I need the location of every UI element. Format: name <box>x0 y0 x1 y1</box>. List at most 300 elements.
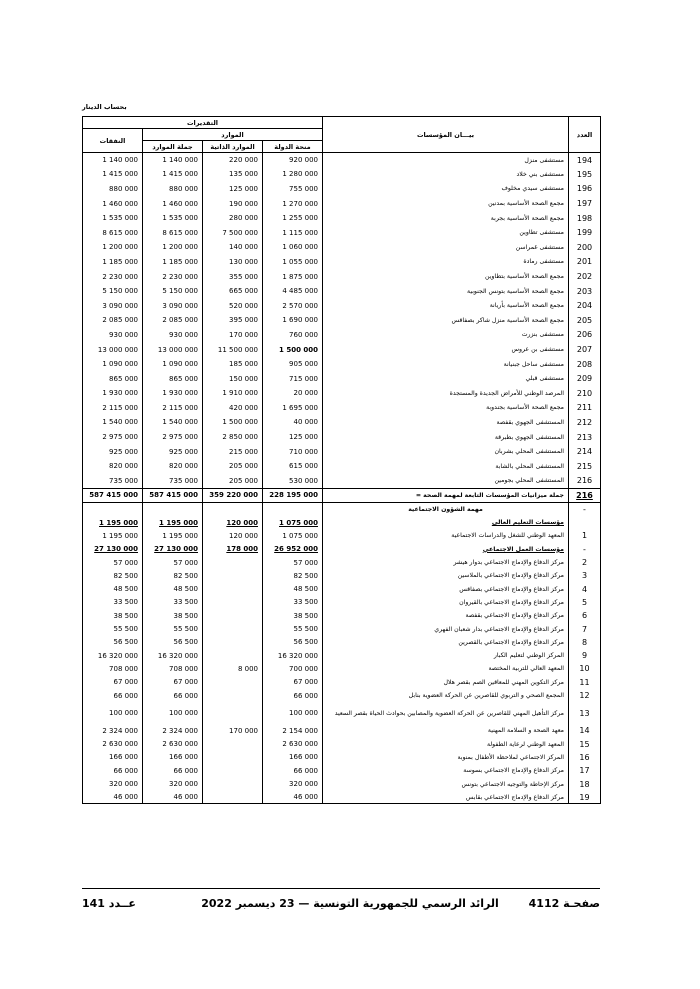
state-grant-cell: 2 154 000 <box>263 724 323 737</box>
header-resources: الموارد <box>143 129 323 141</box>
table-row <box>83 636 601 649</box>
expenses-cell: 13 000 000 <box>83 342 143 357</box>
total-resources-cell: 33 500 <box>143 596 203 609</box>
institution-name-cell: مجمع الصحة الأساسية بأريانة <box>323 298 569 313</box>
own-resources-cell <box>203 702 263 724</box>
institution-name-cell: مركز الإحاطة والتوجيه الاجتماعي بتونس <box>323 777 569 790</box>
row-number-cell: 12 <box>569 689 601 702</box>
row-number-cell: 194 <box>569 153 601 168</box>
row-number-cell: 212 <box>569 415 601 430</box>
institution-name-cell: مستشفى سيدي مخلوف <box>323 182 569 197</box>
table-row <box>83 240 601 255</box>
state-grant-cell: 1 500 000 <box>263 342 323 357</box>
total-resources-cell: 8 615 000 <box>143 225 203 240</box>
total-resources-cell: 27 130 000 <box>143 543 203 556</box>
state-grant-cell: 33 500 <box>263 596 323 609</box>
own-resources-cell <box>203 622 263 635</box>
state-grant-cell: 1 115 000 <box>263 225 323 240</box>
own-resources-cell: 205 000 <box>203 459 263 474</box>
institution-name-cell: مجمع الصحة الأساسية بجربة <box>323 211 569 226</box>
expenses-cell: 166 000 <box>83 751 143 764</box>
row-number-cell: 214 <box>569 444 601 459</box>
expenses-cell: 1 930 000 <box>83 386 143 401</box>
institution-name-cell: مستشفى بني خلاد <box>323 167 569 182</box>
expenses-cell: 46 000 <box>83 791 143 804</box>
state-grant-cell: 1 255 000 <box>263 211 323 226</box>
own-resources-cell: 280 000 <box>203 211 263 226</box>
total-resources-cell: 100 000 <box>143 702 203 724</box>
institution-name-cell: المعهد الوطني للشغل والدراسات الاجتماعية <box>323 529 569 542</box>
table-row <box>83 255 601 270</box>
total-resources-cell: 1 185 000 <box>143 255 203 270</box>
institution-name-cell: المركز الوطني لتعليم الكبار <box>323 649 569 662</box>
institution-name-cell: المستشفى الجهوي بطبرقة <box>323 430 569 445</box>
state-grant-cell: 166 000 <box>263 751 323 764</box>
state-grant-cell: 1 690 000 <box>263 313 323 328</box>
table-row <box>83 791 601 804</box>
table-row <box>83 649 601 662</box>
table-row <box>83 529 601 542</box>
own-resources-cell: 178 000 <box>203 543 263 556</box>
table-row <box>83 211 601 226</box>
institution-name-cell: مركز الدفاع والإدماج الاجتماعي بدار شعبان الفهري <box>323 622 569 635</box>
table-row <box>83 401 601 416</box>
footer-title: الرائد الرسمي للجمهورية التونسية — 23 ديسمبر 2022 <box>201 897 499 910</box>
total-resources-cell: 1 195 000 <box>143 529 203 542</box>
own-resources-cell: 130 000 <box>203 255 263 270</box>
own-resources-cell: 2 850 000 <box>203 430 263 445</box>
institution-name-cell: مستشفى ساحل جبنيانة <box>323 357 569 372</box>
institution-name-cell: مجمع الصحة الأساسية بجندوبة <box>323 401 569 416</box>
expenses-cell: 67 000 <box>83 676 143 689</box>
expenses-cell: 1 415 000 <box>83 167 143 182</box>
footer-divider <box>82 888 600 889</box>
subtotal-row <box>83 543 601 556</box>
own-resources-cell: 170 000 <box>203 724 263 737</box>
state-grant-cell: 16 320 000 <box>263 649 323 662</box>
own-resources-cell: 11 500 000 <box>203 342 263 357</box>
institution-name-cell: المستشفى المحلي بشربان <box>323 444 569 459</box>
table-row <box>83 474 601 489</box>
institution-name-cell: المعهد العالي للتربية المختصة <box>323 662 569 675</box>
expenses-cell: 320 000 <box>83 777 143 790</box>
state-grant-cell: 66 000 <box>263 764 323 777</box>
institution-name-cell: جملة ميزانيات المؤسسات التابعة لمهمة الصحة = <box>323 488 569 503</box>
own-resources-cell: 140 000 <box>203 240 263 255</box>
total-resources-cell: 66 000 <box>143 764 203 777</box>
row-number-cell: 195 <box>569 167 601 182</box>
own-resources-cell: 1 500 000 <box>203 415 263 430</box>
table-row <box>83 182 601 197</box>
expenses-cell: 925 000 <box>83 444 143 459</box>
row-number-cell: 3 <box>569 569 601 582</box>
state-grant-cell: 67 000 <box>263 676 323 689</box>
header-estimates: التقديرات <box>83 117 323 129</box>
expenses-cell <box>83 503 143 516</box>
total-resources-cell: 320 000 <box>143 777 203 790</box>
expenses-cell: 66 000 <box>83 764 143 777</box>
table-row <box>83 342 601 357</box>
table-row <box>83 313 601 328</box>
state-grant-cell: 320 000 <box>263 777 323 790</box>
institution-name-cell: مستشفى منزل <box>323 153 569 168</box>
table-row <box>83 357 601 372</box>
state-grant-cell: 57 000 <box>263 556 323 569</box>
total-resources-cell: 1 200 000 <box>143 240 203 255</box>
row-number-cell: 197 <box>569 196 601 211</box>
own-resources-cell: 185 000 <box>203 357 263 372</box>
institution-name-cell: مؤسسات التعليم العالي <box>323 516 569 529</box>
state-grant-cell: 1 075 000 <box>263 529 323 542</box>
own-resources-cell <box>203 569 263 582</box>
own-resources-cell: 220 000 <box>203 153 263 168</box>
row-number-cell <box>569 516 601 529</box>
expenses-cell: 100 000 <box>83 702 143 724</box>
row-number-cell: 209 <box>569 371 601 386</box>
state-grant-cell: 2 570 000 <box>263 298 323 313</box>
state-grant-cell: 228 195 000 <box>263 488 323 503</box>
total-resources-cell: 66 000 <box>143 689 203 702</box>
expenses-cell: 2 115 000 <box>83 401 143 416</box>
state-grant-cell: 920 000 <box>263 153 323 168</box>
expenses-cell: 2 630 000 <box>83 738 143 751</box>
own-resources-cell: 665 000 <box>203 284 263 299</box>
header-own-resources: الموارد الذاتية <box>203 141 263 153</box>
row-number-cell: 215 <box>569 459 601 474</box>
own-resources-cell: 420 000 <box>203 401 263 416</box>
table-row <box>83 738 601 751</box>
institution-name-cell: مؤسسات العمل الاجتماعي <box>323 543 569 556</box>
state-grant-cell: 38 500 <box>263 609 323 622</box>
own-resources-cell <box>203 636 263 649</box>
row-number-cell: 8 <box>569 636 601 649</box>
own-resources-cell <box>203 649 263 662</box>
row-number-cell: 211 <box>569 401 601 416</box>
state-grant-cell: 125 000 <box>263 430 323 445</box>
total-resources-cell: 48 500 <box>143 583 203 596</box>
row-number-cell: 198 <box>569 211 601 226</box>
row-number-cell: 14 <box>569 724 601 737</box>
total-resources-cell: 587 415 000 <box>143 488 203 503</box>
total-resources-cell: 1 540 000 <box>143 415 203 430</box>
state-grant-cell: 710 000 <box>263 444 323 459</box>
header-state-grant: منحة الدولة <box>263 141 323 153</box>
total-resources-cell: 1 140 000 <box>143 153 203 168</box>
expenses-cell: 1 200 000 <box>83 240 143 255</box>
total-resources-cell: 2 230 000 <box>143 269 203 284</box>
table-row <box>83 415 601 430</box>
total-resources-cell: 3 090 000 <box>143 298 203 313</box>
table-row <box>83 459 601 474</box>
institution-name-cell: مستشفى رمادة <box>323 255 569 270</box>
own-resources-cell <box>203 764 263 777</box>
expenses-cell: 708 000 <box>83 662 143 675</box>
state-grant-cell <box>263 503 323 516</box>
institution-name-cell: مستشفى بنزرت <box>323 328 569 343</box>
row-number-cell: 196 <box>569 182 601 197</box>
state-grant-cell: 56 500 <box>263 636 323 649</box>
total-resources-cell: 930 000 <box>143 328 203 343</box>
expenses-cell: 2 324 000 <box>83 724 143 737</box>
unit-label: بحساب الدينار <box>82 103 127 111</box>
institution-name-cell: المركز الاجتماعي لملاحظة الأطفال بمنوبة <box>323 751 569 764</box>
institution-name-cell: مستشفى قبلي <box>323 371 569 386</box>
total-resources-cell: 46 000 <box>143 791 203 804</box>
institution-name-cell: مجمع الصحة الأساسية بمدنين <box>323 196 569 211</box>
institution-name-cell: المعهد الوطني لرعاية الطفولة <box>323 738 569 751</box>
footer-issue: عــدد 141 <box>82 897 136 910</box>
state-grant-cell: 1 055 000 <box>263 255 323 270</box>
header-expenses: النفقات <box>83 129 143 153</box>
state-grant-cell: 905 000 <box>263 357 323 372</box>
row-number-cell: 10 <box>569 662 601 675</box>
state-grant-cell: 615 000 <box>263 459 323 474</box>
row-number-cell: 204 <box>569 298 601 313</box>
total-resources-cell: 2 324 000 <box>143 724 203 737</box>
table-row <box>83 430 601 445</box>
institution-name-cell: مهمة الشؤون الاجتماعية <box>323 503 569 516</box>
row-number-cell: 1 <box>569 529 601 542</box>
table-row <box>83 371 601 386</box>
institution-name-cell: المجمع الصحي و التربوي للقاصرين عن الحركة العضوية بنابل <box>323 689 569 702</box>
state-grant-cell: 66 000 <box>263 689 323 702</box>
own-resources-cell: 190 000 <box>203 196 263 211</box>
header-total-resources: جملة الموارد <box>143 141 203 153</box>
state-grant-cell: 20 000 <box>263 386 323 401</box>
institution-name-cell: المستشفى المحلي بالشابة <box>323 459 569 474</box>
budget-table <box>82 116 601 804</box>
table-row <box>83 386 601 401</box>
own-resources-cell: 125 000 <box>203 182 263 197</box>
table-row <box>83 724 601 737</box>
own-resources-cell <box>203 583 263 596</box>
own-resources-cell: 395 000 <box>203 313 263 328</box>
state-grant-cell: 55 500 <box>263 622 323 635</box>
total-resources-cell: 1 535 000 <box>143 211 203 226</box>
own-resources-cell <box>203 556 263 569</box>
expenses-cell: 820 000 <box>83 459 143 474</box>
institution-name-cell: مركز الدفاع والإدماج الاجتماعي بقابس <box>323 791 569 804</box>
row-number-cell: 16 <box>569 751 601 764</box>
institution-name-cell: مركز الدفاع والإدماج الاجتماعي بالقصرين <box>323 636 569 649</box>
expenses-cell: 1 195 000 <box>83 516 143 529</box>
state-grant-cell: 82 500 <box>263 569 323 582</box>
expenses-cell: 1 195 000 <box>83 529 143 542</box>
own-resources-cell <box>203 689 263 702</box>
total-resources-cell: 925 000 <box>143 444 203 459</box>
table-row <box>83 556 601 569</box>
own-resources-cell: 1 910 000 <box>203 386 263 401</box>
footer-page: صفحـة 4112 <box>528 897 600 910</box>
total-resources-cell: 880 000 <box>143 182 203 197</box>
own-resources-cell: 8 000 <box>203 662 263 675</box>
total-resources-cell: 13 000 000 <box>143 342 203 357</box>
own-resources-cell <box>203 751 263 764</box>
state-grant-cell: 46 000 <box>263 791 323 804</box>
total-resources-cell: 67 000 <box>143 676 203 689</box>
total-resources-cell: 1 415 000 <box>143 167 203 182</box>
own-resources-cell: 120 000 <box>203 516 263 529</box>
total-resources-cell: 166 000 <box>143 751 203 764</box>
row-number-cell: 201 <box>569 255 601 270</box>
own-resources-cell: 520 000 <box>203 298 263 313</box>
own-resources-cell: 215 000 <box>203 444 263 459</box>
expenses-cell: 2 975 000 <box>83 430 143 445</box>
institution-name-cell: مجمع الصحة الأساسية بتطاوين <box>323 269 569 284</box>
row-number-cell: 2 <box>569 556 601 569</box>
own-resources-cell: 135 000 <box>203 167 263 182</box>
state-grant-cell: 2 630 000 <box>263 738 323 751</box>
institution-name-cell: مركز التأهيل المهني للقاصرين عن الحركة العضوية والمصابين بحوادث الحياة بقصر السعيد <box>323 702 569 724</box>
table-row <box>83 569 601 582</box>
expenses-cell: 1 535 000 <box>83 211 143 226</box>
expenses-cell: 48 500 <box>83 583 143 596</box>
own-resources-cell <box>203 676 263 689</box>
state-grant-cell: 1 075 000 <box>263 516 323 529</box>
institution-name-cell: مركز الدفاع والإدماج الاجتماعي بالقيروان <box>323 596 569 609</box>
institution-name-cell: المستشفى الجهوي بقفصة <box>323 415 569 430</box>
expenses-cell: 1 540 000 <box>83 415 143 430</box>
expenses-cell: 57 000 <box>83 556 143 569</box>
own-resources-cell: 150 000 <box>203 371 263 386</box>
own-resources-cell <box>203 609 263 622</box>
total-resources-cell: 1 460 000 <box>143 196 203 211</box>
table-row <box>83 662 601 675</box>
table-row <box>83 225 601 240</box>
total-resources-cell: 2 630 000 <box>143 738 203 751</box>
own-resources-cell <box>203 503 263 516</box>
total-resources-cell: 55 500 <box>143 622 203 635</box>
row-number-cell: 205 <box>569 313 601 328</box>
row-number-cell: 18 <box>569 777 601 790</box>
institution-name-cell: معهد الصحة و السلامة المهنية <box>323 724 569 737</box>
expenses-cell: 3 090 000 <box>83 298 143 313</box>
expenses-cell: 2 230 000 <box>83 269 143 284</box>
institution-name-cell: مركز الدفاع والإدماج الاجتماعي بصفاقس <box>323 583 569 596</box>
table-row <box>83 622 601 635</box>
institution-name-cell: مركز الدفاع والإدماج الاجتماعي بدوار هيشر <box>323 556 569 569</box>
institution-name-cell: مجمع الصحة الأساسية منزل شاكر بصفاقس <box>323 313 569 328</box>
table-row <box>83 328 601 343</box>
own-resources-cell <box>203 777 263 790</box>
expenses-cell: 8 615 000 <box>83 225 143 240</box>
table-row <box>83 689 601 702</box>
expenses-cell: 33 500 <box>83 596 143 609</box>
row-number-cell: 216 <box>569 488 601 503</box>
own-resources-cell: 355 000 <box>203 269 263 284</box>
own-resources-cell <box>203 738 263 751</box>
header-number: العدد <box>569 117 601 153</box>
expenses-cell: 5 150 000 <box>83 284 143 299</box>
row-number-cell: 199 <box>569 225 601 240</box>
state-grant-cell: 48 500 <box>263 583 323 596</box>
institution-name-cell: مركز الدفاع والإدماج الاجتماعي بقفصة <box>323 609 569 622</box>
row-number-cell: 210 <box>569 386 601 401</box>
row-number-cell: 9 <box>569 649 601 662</box>
header-institutions: بيـــان المؤسسات <box>323 117 569 153</box>
total-resources-cell: 820 000 <box>143 459 203 474</box>
table-row <box>83 764 601 777</box>
row-number-cell: 203 <box>569 284 601 299</box>
institution-name-cell: مستشفى غمراسن <box>323 240 569 255</box>
institution-name-cell: مجمع الصحة الأساسية بتونس الجنوبية <box>323 284 569 299</box>
table-row <box>83 777 601 790</box>
state-grant-cell: 100 000 <box>263 702 323 724</box>
total-resources-cell <box>143 503 203 516</box>
state-grant-cell: 40 000 <box>263 415 323 430</box>
row-number-cell: 13 <box>569 702 601 724</box>
total-resources-cell: 57 000 <box>143 556 203 569</box>
row-number-cell: 17 <box>569 764 601 777</box>
table-row <box>83 702 601 724</box>
institution-name-cell: مستشفى تطاوين <box>323 225 569 240</box>
state-grant-cell: 1 695 000 <box>263 401 323 416</box>
row-number-cell: 216 <box>569 474 601 489</box>
state-grant-cell: 4 485 000 <box>263 284 323 299</box>
expenses-cell: 2 085 000 <box>83 313 143 328</box>
expenses-cell: 56 500 <box>83 636 143 649</box>
row-number-cell: 7 <box>569 622 601 635</box>
row-number-cell: 19 <box>569 791 601 804</box>
own-resources-cell: 205 000 <box>203 474 263 489</box>
expenses-cell: 38 500 <box>83 609 143 622</box>
total-resources-cell: 1 090 000 <box>143 357 203 372</box>
row-number-cell: 206 <box>569 328 601 343</box>
row-number-cell: 213 <box>569 430 601 445</box>
total-resources-cell: 1 195 000 <box>143 516 203 529</box>
row-number-cell: 208 <box>569 357 601 372</box>
total-resources-cell: 56 500 <box>143 636 203 649</box>
total-resources-cell: 1 930 000 <box>143 386 203 401</box>
row-number-cell: 207 <box>569 342 601 357</box>
row-number-cell: 200 <box>569 240 601 255</box>
state-grant-cell: 1 060 000 <box>263 240 323 255</box>
institution-name-cell: مستشفى بن عروس <box>323 342 569 357</box>
table-row <box>83 676 601 689</box>
expenses-cell: 66 000 <box>83 689 143 702</box>
own-resources-cell <box>203 596 263 609</box>
row-number-cell: 6 <box>569 609 601 622</box>
expenses-cell: 865 000 <box>83 371 143 386</box>
table-row <box>83 153 601 168</box>
state-grant-cell: 530 000 <box>263 474 323 489</box>
total-resources-cell: 708 000 <box>143 662 203 675</box>
total-resources-cell: 865 000 <box>143 371 203 386</box>
expenses-cell: 1 460 000 <box>83 196 143 211</box>
institution-name-cell: مركز الدفاع والإدماج الاجتماعي بسوسة <box>323 764 569 777</box>
table-row <box>83 298 601 313</box>
state-grant-cell: 760 000 <box>263 328 323 343</box>
table-row <box>83 167 601 182</box>
own-resources-cell: 7 500 000 <box>203 225 263 240</box>
subtotal-row <box>83 516 601 529</box>
own-resources-cell <box>203 791 263 804</box>
expenses-cell: 1 090 000 <box>83 357 143 372</box>
institution-name-cell: المستشفى المحلي بجومين <box>323 474 569 489</box>
expenses-cell: 735 000 <box>83 474 143 489</box>
total-resources-cell: 82 500 <box>143 569 203 582</box>
table-row <box>83 196 601 211</box>
own-resources-cell: 359 220 000 <box>203 488 263 503</box>
table-row <box>83 596 601 609</box>
total-row <box>83 488 601 503</box>
row-number-cell: 15 <box>569 738 601 751</box>
row-number-cell: 4 <box>569 583 601 596</box>
expenses-cell: 1 185 000 <box>83 255 143 270</box>
expenses-cell: 1 140 000 <box>83 153 143 168</box>
institution-name-cell: مركز الدفاع والإدماج الاجتماعي بالملاسين <box>323 569 569 582</box>
total-resources-cell: 2 115 000 <box>143 401 203 416</box>
